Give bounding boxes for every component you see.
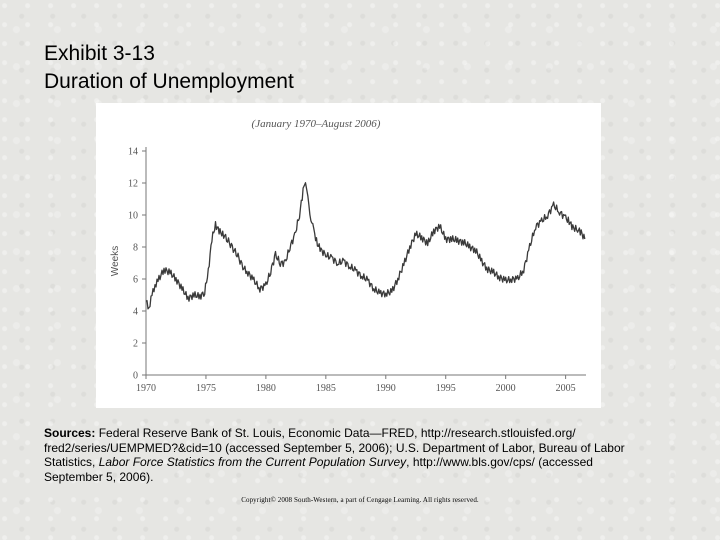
y-tick-label: 4 <box>133 306 138 318</box>
x-axis-ticks <box>136 375 576 394</box>
sources-text-b: , http://www.bls.gov/cps/ (accessed September 5, 2006). <box>44 455 593 484</box>
x-tick-label: 1995 <box>435 383 456 394</box>
sources-italic-title: Labor Force Statistics from the Current Population Survey <box>98 455 407 469</box>
sources-note <box>44 426 644 484</box>
x-tick-label: 2000 <box>495 383 516 394</box>
y-tick-label: 0 <box>133 370 138 382</box>
y-tick-label: 6 <box>133 274 138 286</box>
exhibit-number: Exhibit 3-13 <box>44 42 155 65</box>
chart-panel <box>96 103 601 408</box>
y-tick-label: 8 <box>133 242 138 254</box>
y-tick-label: 12 <box>128 178 138 190</box>
unemployment-duration-chart <box>96 103 601 408</box>
exhibit-title <box>44 40 294 96</box>
y-axis-ticks <box>128 147 146 382</box>
x-tick-label: 2005 <box>555 383 576 394</box>
y-tick-label: 2 <box>133 338 138 350</box>
exhibit-subtitle: Duration of Unemployment <box>44 70 294 93</box>
y-axis-label: Weeks <box>110 245 121 277</box>
sources-label: Sources: <box>44 426 96 440</box>
x-tick-label: 1975 <box>195 383 216 394</box>
y-tick-label: 14 <box>128 146 138 158</box>
x-tick-label: 1985 <box>315 383 336 394</box>
x-tick-label: 1990 <box>375 383 396 394</box>
copyright-notice: Copyright© 2008 South-Western, a part of Cengage Learning. All rights reserved. <box>241 496 479 504</box>
sources-text-a: Federal Reserve Bank of St. Louis, Economic Data—FRED, http://research.stlouisfed.org/ fred2/series/UEMPMED?&cid=10 (accessed September 5, 2006); U.S. Department of Labor, Bureau of Labor Statistics, <box>44 426 625 469</box>
axes <box>146 147 586 375</box>
series-line <box>146 183 585 309</box>
x-tick-label: 1980 <box>255 383 276 394</box>
series-group <box>146 183 585 309</box>
y-tick-label: 10 <box>128 210 138 222</box>
chart-title: (January 1970–August 2006) <box>251 118 381 130</box>
x-tick-label: 1970 <box>136 383 156 394</box>
